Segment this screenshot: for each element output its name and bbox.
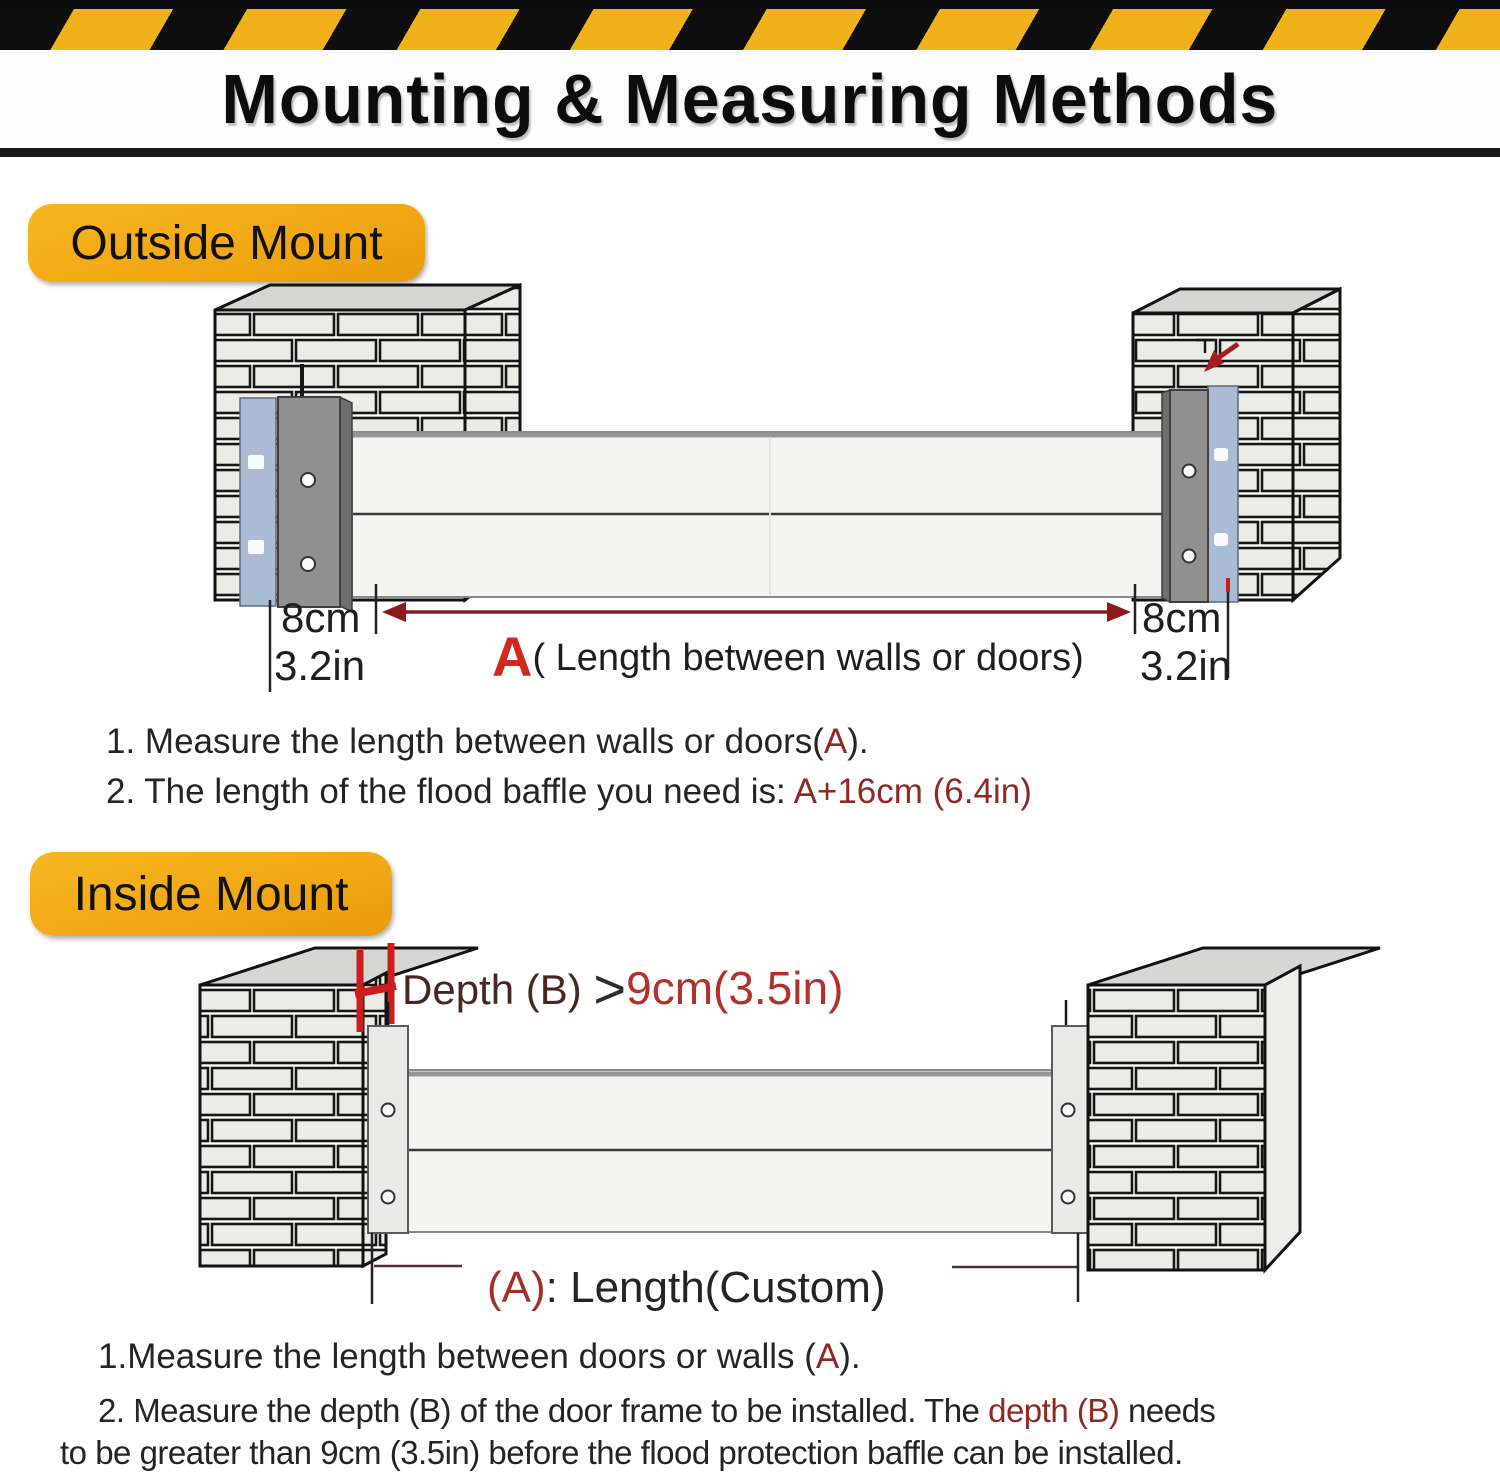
outside-mount-badge-label: Outside Mount: [70, 216, 383, 270]
inside-mount-diagram: [0, 928, 1500, 1328]
inside-step-1: 1.Measure the length between doors or walls (A).: [98, 1337, 861, 1376]
title-band: [0, 50, 1500, 148]
left-offset-in: 3.2in: [274, 642, 366, 689]
flood-barrier-panel: [352, 432, 1172, 597]
mounting-bracket-left: [278, 397, 352, 612]
flood-barrier-panel: [408, 1070, 1052, 1232]
screw-hole: [1062, 1104, 1075, 1117]
mounting-bracket-right: [1162, 390, 1208, 602]
length-annotation: (A): Length(Custom): [487, 1263, 886, 1312]
screw-hole: [1183, 465, 1196, 478]
title-divider: [0, 148, 1500, 157]
depth-annotation: Depth (B) >9cm(3.5in): [402, 957, 844, 1020]
mounting-channel-right: [1052, 1026, 1088, 1233]
inside-mount-badge-label: Inside Mount: [73, 867, 349, 921]
screw-hole: [382, 1104, 395, 1117]
outside-mount-diagram: [0, 283, 1500, 715]
inside-mount-badge: [30, 852, 392, 936]
left-offset-cm: 8cm: [281, 594, 361, 641]
right-pillar: [1088, 948, 1380, 1270]
screw-hole: [1183, 550, 1196, 563]
outside-mount-badge: [28, 204, 425, 282]
inside-step-2-line-1: 2. Measure the depth (B) of the door frame to be installed. The depth (B) needs: [98, 1392, 1216, 1429]
outside-step-1: 1. Measure the length between walls or doors(A).: [106, 722, 869, 761]
screw-hole: [301, 557, 315, 571]
inside-step-2-line-2: to be greater than 9cm (3.5in) before the flood protection baffle can be installed.: [60, 1434, 1183, 1471]
mounting-channel-left: [368, 1026, 408, 1233]
outside-step-2: 2. The length of the flood baffle you need is: A+16cm (6.4in): [106, 772, 1032, 811]
span-label: A( Length between walls or doors): [492, 625, 1084, 688]
wall-seal-strip-right: [1208, 386, 1238, 602]
wall-seal-strip-left: [240, 398, 276, 606]
screw-hole: [301, 473, 315, 487]
screw-hole: [1062, 1191, 1075, 1204]
right-offset-in: 3.2in: [1140, 642, 1232, 689]
page-title: Mounting & Measuring Methods: [221, 60, 1279, 138]
right-offset-cm: 8cm: [1142, 594, 1222, 641]
caution-tape-banner: [0, 0, 1500, 50]
screw-hole: [382, 1191, 395, 1204]
